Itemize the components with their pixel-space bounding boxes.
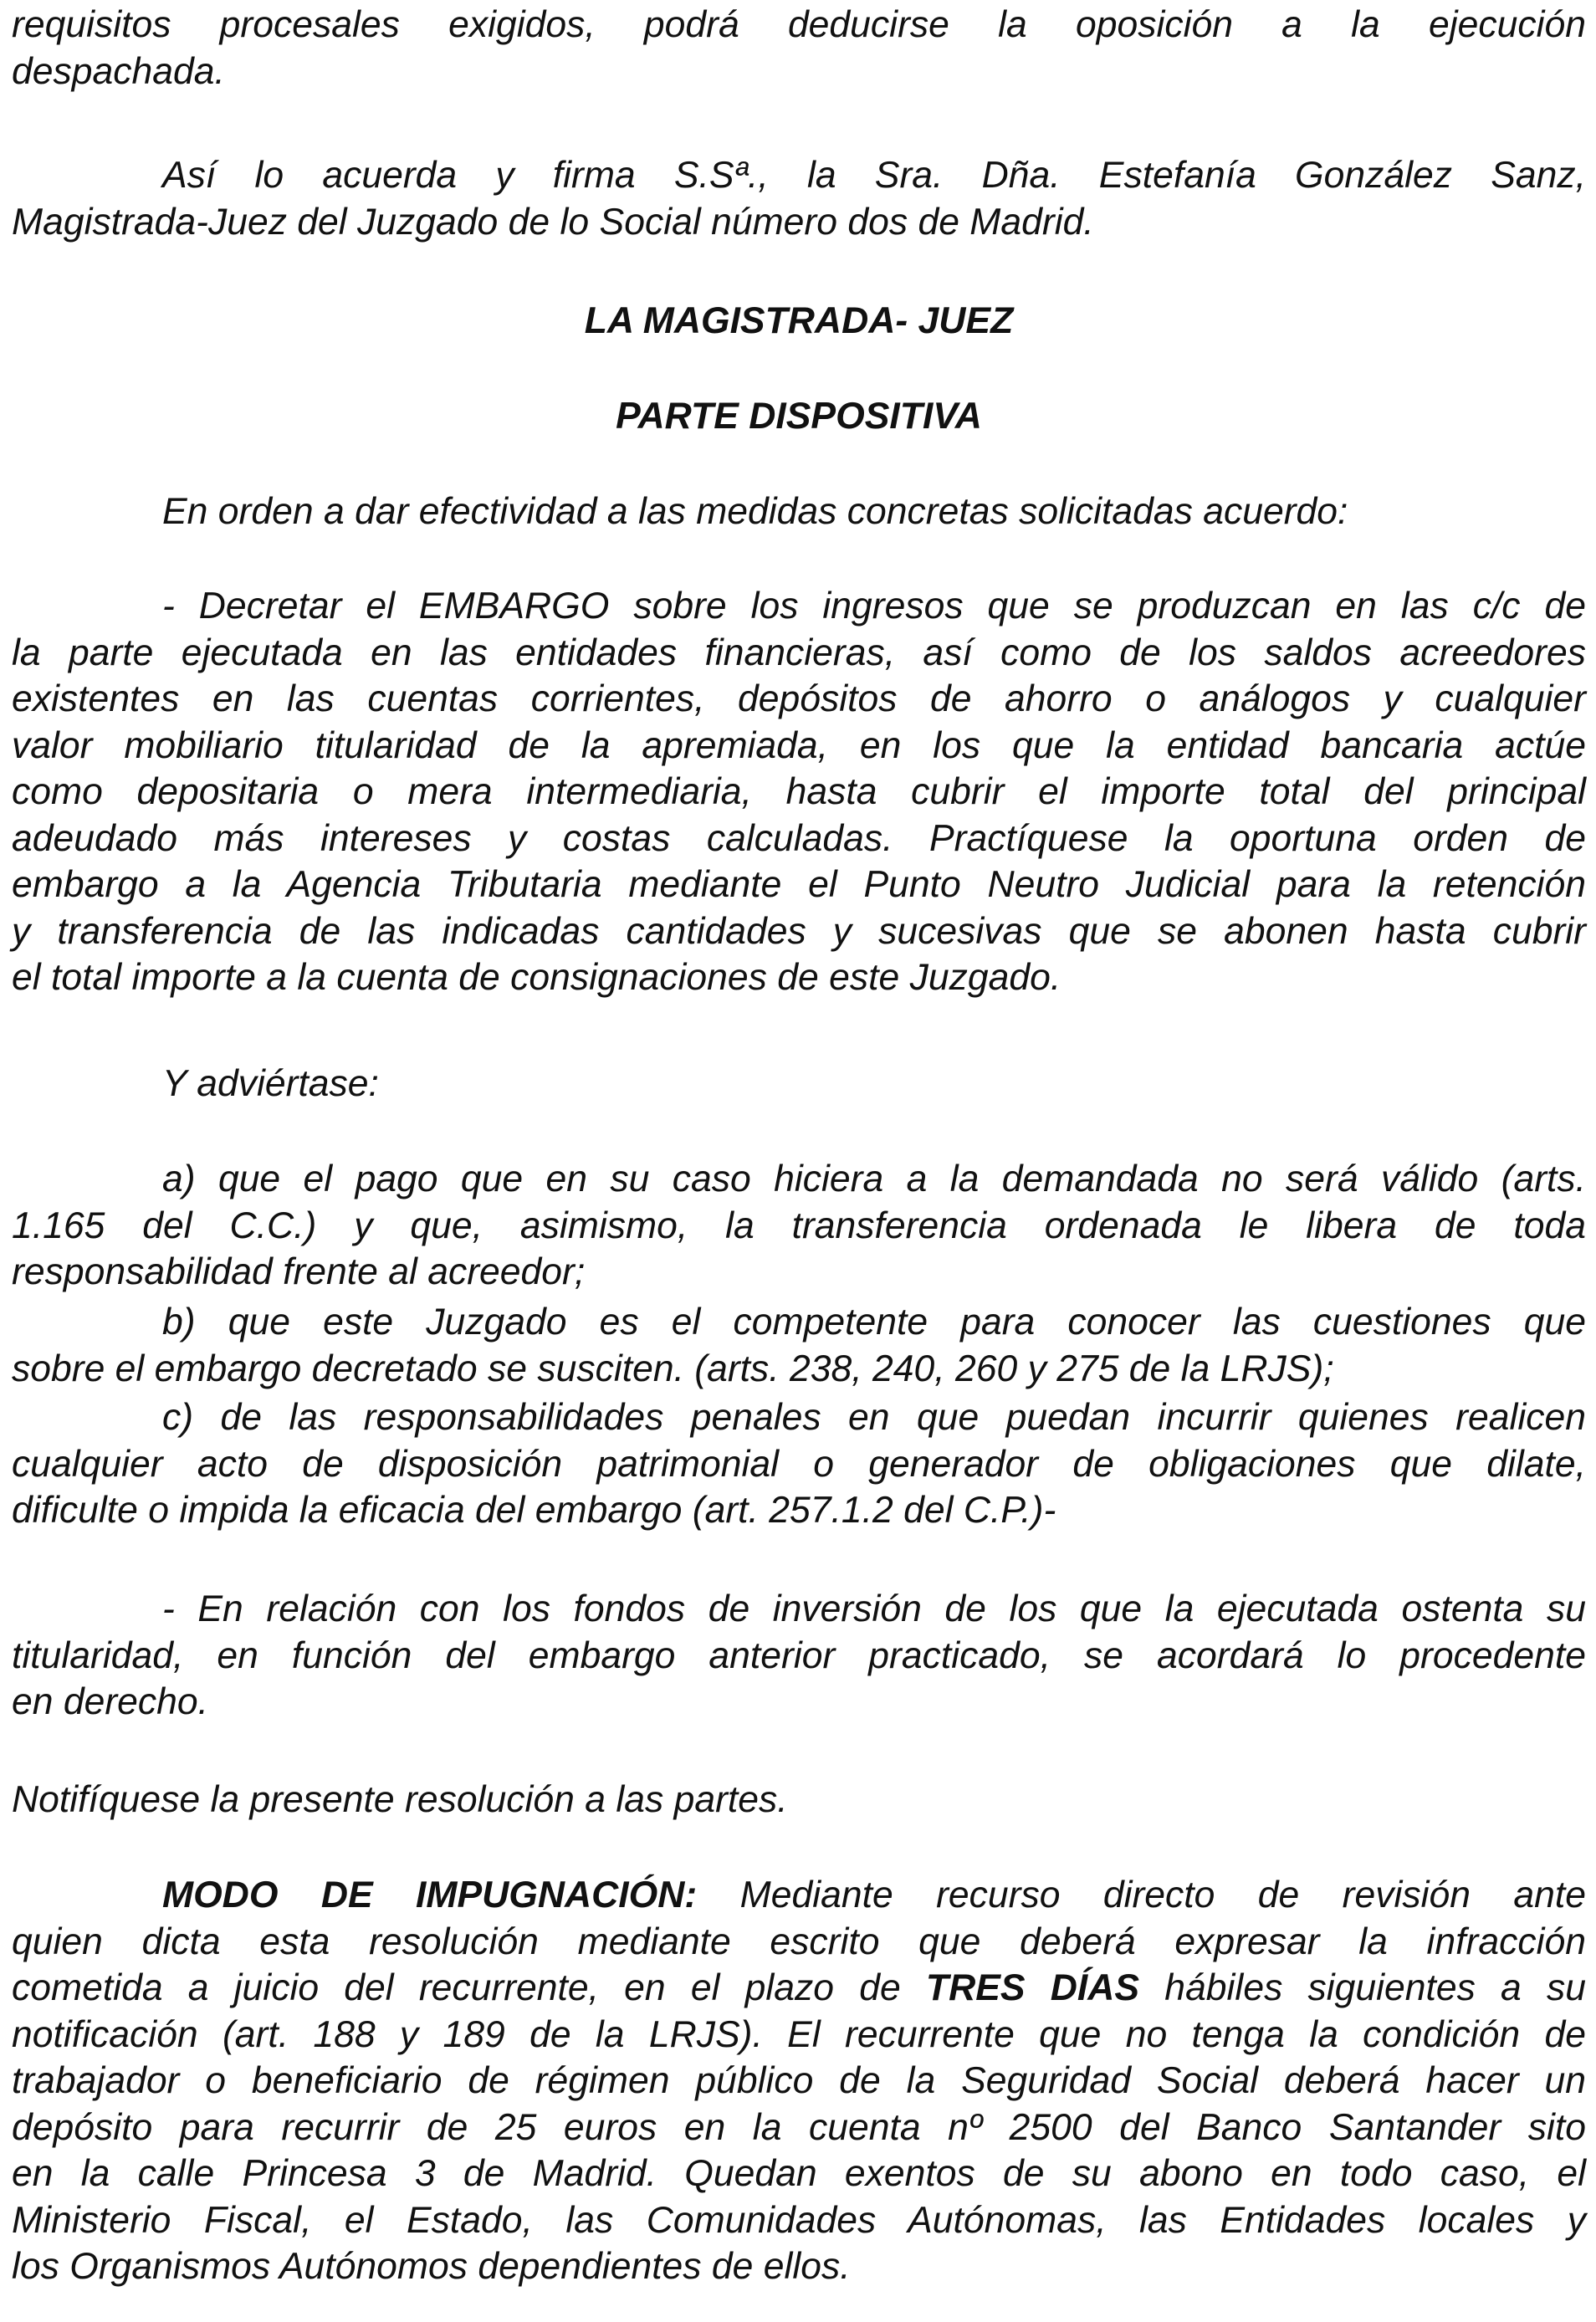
embargo-line-5: como depositaria o mera intermediaria, hasta cubrir el importe total del principal (12, 771, 1586, 812)
item-b-line-1: b) que este Juzgado es el competente para conocer las cuestiones que (162, 1302, 1586, 1343)
embargo-line-8: y transferencia de las indicadas cantidades y sucesivas que se abonen hasta cubrir (12, 910, 1586, 952)
funds-paragraph (12, 1586, 1586, 1726)
item-c-line-3: dificulte o impida la eficacia del embargo (art. 257.1.2 del C.P.)- (12, 1490, 1056, 1531)
continuation-line-1: requisitos procesales exigidos, podrá deducirse la oposición a la ejecución (12, 4, 1586, 45)
item-b-line-2: sobre el embargo decretado se susciten. (arts. 238, 240, 260 y 275 de la LRJS); (12, 1348, 1334, 1389)
signature-line-2: Magistrada-Juez del Juzgado de lo Social número dos de Madrid. (12, 201, 1094, 243)
appeal-line-3-post: hábiles siguientes a su (1164, 1967, 1586, 2008)
appeal-deadline: TRES DÍAS (925, 1967, 1140, 2008)
appeal-line-3-pre: cometida a juicio del recurrente, en el plazo de (12, 1967, 901, 2008)
notify-paragraph (12, 1777, 1586, 1823)
funds-line-2: titularidad, en función del embargo anterior practicado, se acordará lo procedente (12, 1634, 1586, 1676)
warning-intro-paragraph (12, 1061, 1586, 1107)
embargo-line-9: el total importe a la cuenta de consignaciones de este Juzgado. (12, 957, 1061, 998)
embargo-line-7: embargo a la Agencia Tributaria mediante el Punto Neutro Judicial para la retención (12, 864, 1586, 905)
embargo-paragraph (12, 583, 1586, 1001)
embargo-line-4: valor mobiliario titularidad de la apremiada, en los que la entidad bancaria actúe (12, 724, 1586, 766)
item-a-line-1: a) que el pago que en su caso hiciera a la demandada no será válido (arts. (162, 1158, 1586, 1199)
appeal-line-5: trabajador o beneficiario de régimen público de la Seguridad Social deberá hacer un (12, 2060, 1586, 2101)
document-page (12, 0, 1586, 2322)
funds-line-3: en derecho. (12, 1681, 209, 1722)
appeal-line-4: notificación (art. 188 y 189 de la LRJS). El recurrente que no tenga la condición de (12, 2013, 1586, 2055)
appeal-line-1 (12, 1872, 1586, 1919)
signature-line-1: Así lo acuerda y firma S.Sª., la Sra. Dña. Estefanía González Sanz, (162, 155, 1586, 196)
appeal-line-6: depósito para recurrir de 25 euros en la cuenta nº 2500 del Banco Santander sito (12, 2106, 1586, 2148)
item-b-paragraph (12, 1299, 1586, 1392)
item-a-paragraph (12, 1156, 1586, 1296)
appeal-line-8: Ministerio Fiscal, el Estado, las Comunidades Autónomas, las Entidades locales y (12, 2199, 1586, 2241)
funds-line-1: - En relación con los fondos de inversión de los que la ejecutada ostenta su (162, 1588, 1586, 1629)
item-c-line-2: cualquier acto de disposición patrimonial o generador de obligaciones que dilate, (12, 1443, 1586, 1485)
item-c-line-1: c) de las responsabilidades penales en que puedan incurrir quienes realicen (162, 1397, 1586, 1438)
intro-line: En orden a dar efectividad a las medidas concretas solicitadas acuerdo: (162, 491, 1348, 532)
signature-paragraph (12, 152, 1586, 245)
heading-magistrate: LA MAGISTRADA- JUEZ (584, 300, 1014, 341)
appeal-paragraph (12, 1872, 1586, 2290)
appeal-line-7: en la calle Princesa 3 de Madrid. Quedan exentos de su abono en todo caso, el (12, 2153, 1586, 2194)
continuation-paragraph (12, 2, 1586, 95)
embargo-line-3: existentes en las cuentas corrientes, depósitos de ahorro o análogos y cualquier (12, 678, 1586, 719)
intro-paragraph (12, 488, 1586, 535)
notify-line: Notifíquese la presente resolución a las partes. (12, 1779, 788, 1820)
embargo-line-6: adeudado más intereses y costas calculadas. Practíquese la oportuna orden de (12, 817, 1586, 859)
appeal-label: MODO DE IMPUGNACIÓN: (162, 1874, 698, 1915)
appeal-line-2: quien dicta esta resolución mediante escrito que deberá expresar la infracción (12, 1921, 1586, 1962)
embargo-line-1: - Decretar el EMBARGO sobre los ingresos que se produzcan en las c/c de (162, 586, 1586, 627)
item-c-paragraph (12, 1394, 1586, 1534)
appeal-line-3 (12, 1965, 1586, 2012)
embargo-line-2: la parte ejecutada en las entidades financieras, así como de los saldos acreedores (12, 632, 1586, 673)
heading-parte-dispositiva: PARTE DISPOSITIVA (616, 396, 982, 437)
appeal-line-9: los Organismos Autónomos dependientes de ellos. (12, 2246, 851, 2287)
appeal-line-1-text: Mediante recurso directo de revisión ante (739, 1874, 1586, 1915)
item-a-line-2: 1.165 del C.C.) y que, asimismo, la transferencia ordenada le libera de toda (12, 1204, 1586, 1246)
continuation-line-2: despachada. (12, 50, 225, 92)
item-a-line-3: responsabilidad frente al acreedor; (12, 1251, 586, 1292)
warning-intro-line: Y adviértase: (162, 1063, 379, 1104)
